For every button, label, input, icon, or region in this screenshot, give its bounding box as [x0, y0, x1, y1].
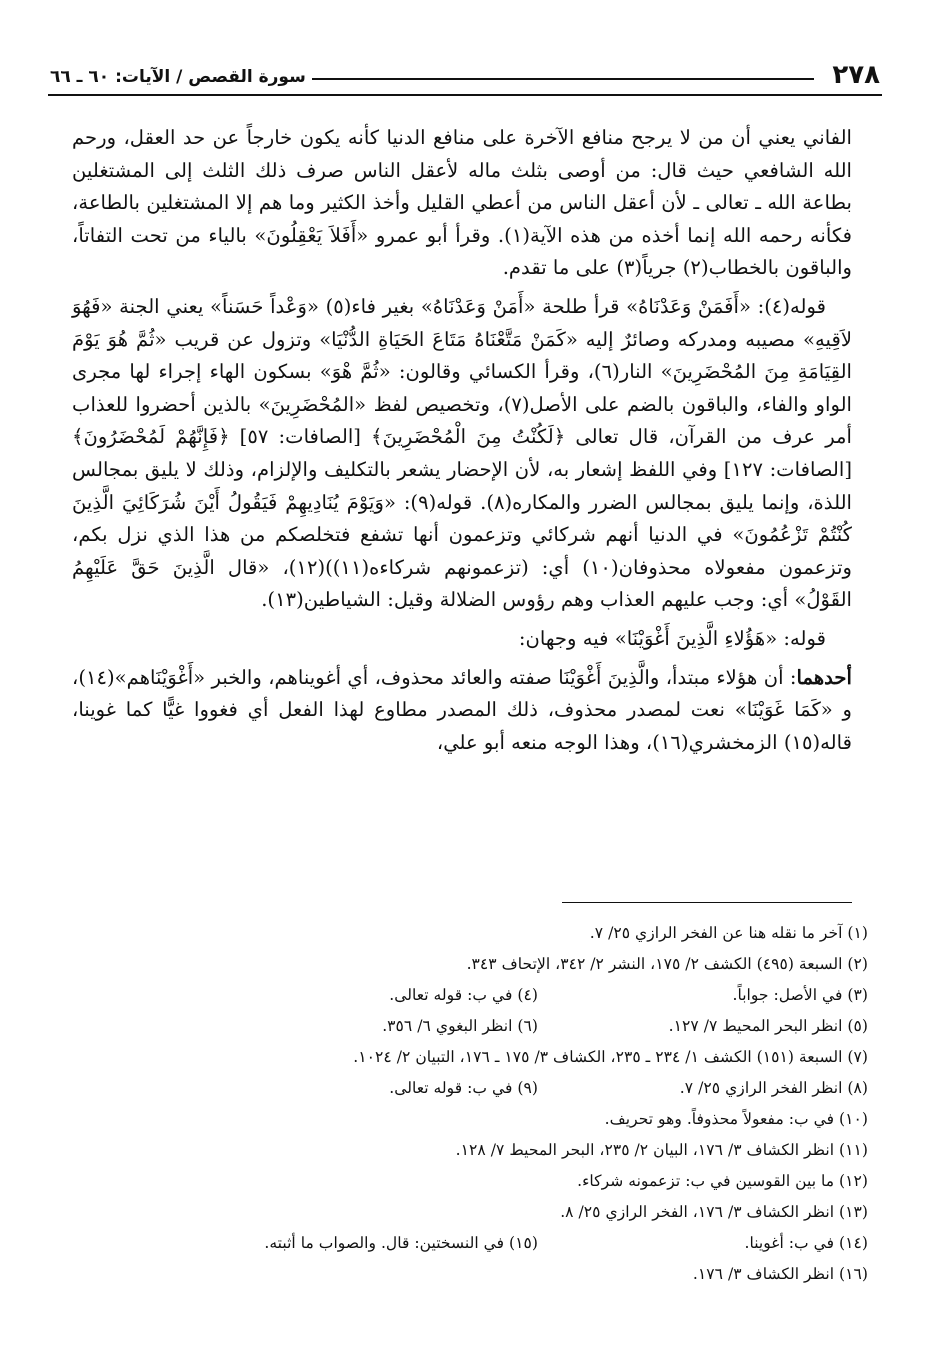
footnote-row [60, 1011, 868, 1042]
footnote-row [60, 1197, 868, 1228]
paragraph-4-lead: أحدهما [796, 665, 852, 689]
footnote-16: (١٦) انظر الكشاف ٣/ ١٧٦. [692, 1265, 868, 1283]
footnote-7: (٧) السبعة (١٥١) الكشف ١/ ٢٣٤ ـ ٢٣٥، الكشاف ٣/ ١٧٥ ـ ١٧٦، التبيان ٢/ ١٠٢٤. [353, 1048, 868, 1066]
footnote-row [60, 918, 868, 949]
paragraph-1: الفاني يعني أن من لا يرجح منافع الآخرة على منافع الدنيا كأنه يكون خارجاً عن حد العقل، ورحم الله الشافعي حيث قال: من أوصى بثلث ماله لأعقل الناس صرف ذلك الثلث إلى المشتغلين بطاعة الله ـ تعالى ـ لأن أعقل الناس من أعطي القليل وأخذ الكثير وما هم إلا المشتغلين بالطاعة، فكأنه رحمه الله إنما أخذه من هذه الآية(١). وقرأ أبو عمرو «أَفَلاَ يَعْقِلُونَ» بالياء من تحت التفاتاً، والباقون بالخطاب(٢) جرياً(٣) على ما تقدم. [72, 126, 853, 280]
footnote-15: (١٥) في النسختين: قال. والصواب ما أثبته. [264, 1234, 538, 1252]
footnote-12: (١٢) ما بين القوسين في ب: تزعمونه شركاء. [577, 1172, 868, 1190]
footnote-1: (١) آخر ما نقله هنا عن الفخر الرازي ٢٥/ ٧. [589, 924, 868, 942]
footnote-row [60, 1104, 868, 1135]
footnote-10: (١٠) في ب: مفعولاً محذوفاً. وهو تحريف. [604, 1110, 868, 1128]
footnote-row [60, 949, 868, 980]
page-header [50, 50, 880, 90]
footnote-3: (٣) في الأصل: جواباً. [732, 986, 868, 1004]
footnote-row [60, 1073, 868, 1104]
footnote-5: (٥) انظر البحر المحيط ٧/ ١٢٧. [668, 1017, 868, 1035]
footnote-11: (١١) انظر الكشاف ٣/ ١٧٦، البيان ٢/ ٢٣٥، البحر المحيط ٧/ ١٢٨. [455, 1141, 868, 1159]
footnotes [60, 918, 868, 1290]
paragraph-3: قوله: «هَؤُلاءِ الَّذِينَ أَغْوَيْنَا» فيه وجهان: [518, 626, 826, 650]
footnote-row [60, 1135, 868, 1166]
footnote-separator [562, 902, 852, 903]
page-number: ٢٧٨ [832, 60, 880, 90]
footnote-row [60, 1042, 868, 1073]
footnote-4: (٤) في ب: قوله تعالى. [389, 986, 538, 1004]
footnote-13: (١٣) انظر الكشاف ٣/ ١٧٦، الفخر الرازي ٢٥/ ٨. [560, 1203, 868, 1221]
paragraph-2: قوله(٤): «أَفَمَنْ وَعَدْنَاهُ» قرأ طلحة «أَمَنْ وَعَدْنَاهُ» بغير فاء(٥) «وَعْداً حَسَناً» يعني الجنة «فَهُوَ لاَقِيهِ» مصيبه ومدركه وصائرٌ إليه «كَمَنْ مَتَّعْنَاهُ مَتَاعَ الحَيَاةِ الدُّنْيَا» وتزول عن قريب «ثُمَّ هُوَ يَوْمَ القِيَامَةِ مِنَ المُحْضَرِينَ» النار(٦)، وقرأ الكسائي وقالون: «ثُمَّ هْوَ» بسكون الهاء إجراء لها مجرى الواو والفاء، والباقون بالضم على الأصل(٧)، وتخصيص لفظ «المُحْضَرِينَ» بالذين أحضروا للعذاب أمر عرف من القرآن، قال تعالى ﴿لَكُنْتُ مِنَ الْمُحْضَرِينَ﴾ [الصافات: ٥٧] ﴿فَإِنَّهُمْ لَمُحْضَرُونَ﴾ [الصافات: ١٢٧] وفي اللفظ إشعار به، لأن الإحضار يشعر بالتكليف والإلزام، وذلك لا يليق بمجالس اللذة، وإنما يليق بمجالس الضرر والمكاره(٨). قوله(٩): «وَيَوْمَ يُنَادِيهِمْ فَيَقُولُ أَيْنَ شُرَكَائِيَ الَّذِينَ كُنْتُمْ تَزْعُمُونَ» في الدنيا أنهم شركائي وتزعمون أنها تشفع فتخلصكم من هذا الذي نزل بكم، وتزعمون مفعولاه محذوفان(١٠) أي: (تزعمونهم شركاءه(١١))(١٢)، «قال الَّذِينَ حَقَّ عَلَيْهِمُ القَوْلُ» أي: وجب عليهم العذاب وهم رؤوس الضلالة وقيل: الشياطين(١٣). [72, 294, 852, 612]
footnote-row [60, 1259, 868, 1290]
running-title: سورة القصص / الآيات: ٦٠ ـ ٦٦ [50, 67, 306, 87]
footnote-row [60, 1166, 868, 1197]
paragraph-4-text: : أن هؤلاء مبتدأ، والَّذِينَ أَغْوَيْنَا صفته والعائد محذوف، أي أغويناهم، والخبر «أَغْوَيْنَاهم»(١٤)، و «كَمَا غَوَيْنَا» نعت لمصدر محذوف، ذلك المصدر مطاوع لهذا الفعل أي فغووا غيًّا كما غوينا، قاله(١٥) الزمخشري(١٦)، وهذا الوجه منعه أبو علي، [72, 665, 852, 754]
footnote-6: (٦) انظر البغوي ٦/ ٣٥٦. [382, 1017, 538, 1035]
header-rule [48, 94, 882, 96]
paragraph-4 [72, 662, 852, 760]
footnote-2: (٢) السبعة (٤٩٥) الكشف ٢/ ١٧٥، النشر ٢/ ٣٤٢، الإتحاف ٣٤٣. [466, 955, 868, 973]
footnote-row [60, 980, 868, 1011]
footnote-row [60, 1228, 868, 1259]
footnote-8: (٨) انظر الفخر الرازي ٢٥/ ٧. [679, 1079, 868, 1097]
main-text [72, 122, 852, 759]
footnote-14: (١٤) في ب: أغوينا. [744, 1234, 868, 1252]
header-leader-line [312, 78, 815, 80]
footnote-9: (٩) في ب: قوله تعالى. [389, 1079, 538, 1097]
